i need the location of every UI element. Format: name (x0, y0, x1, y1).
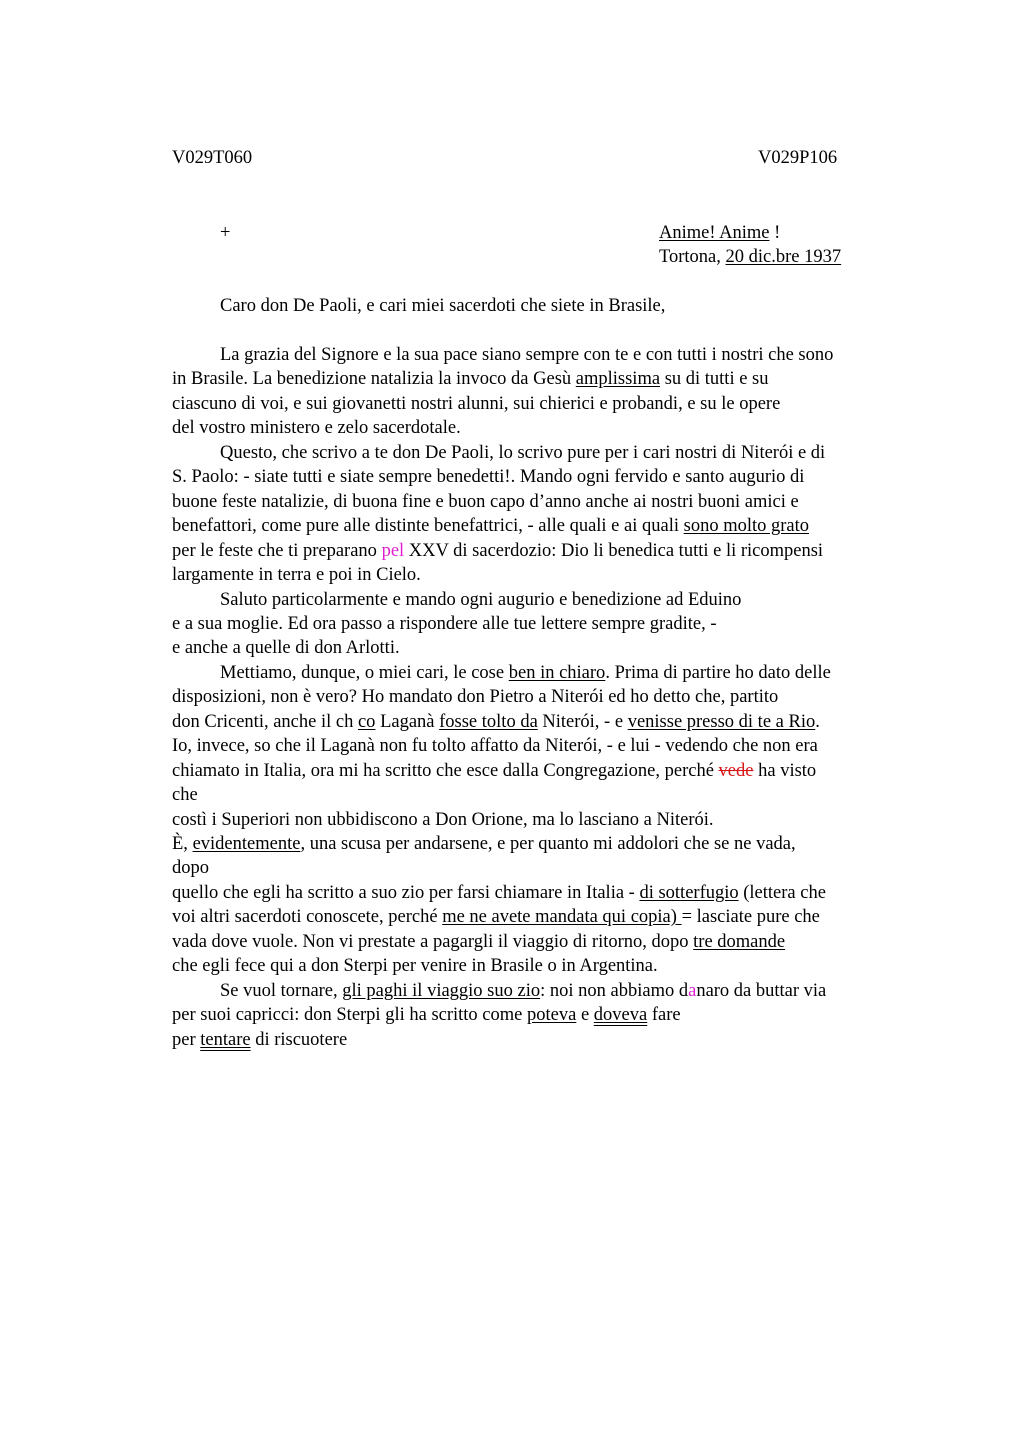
body-line (172, 612, 717, 636)
date: 20 dic.bre 1937 (725, 247, 842, 267)
body-line (172, 856, 209, 880)
text-segment: quello che egli ha scritto a suo zio per farsi chiamare in Italia - (172, 883, 640, 903)
text-segment: del vostro ministero e zelo sacerdotale. (172, 418, 461, 438)
body-line (172, 881, 826, 905)
body-line (172, 367, 769, 391)
text-segment: dopo (172, 858, 209, 878)
text-segment: È, (172, 834, 193, 854)
body-line (220, 588, 741, 612)
body-line (172, 465, 804, 489)
underlined-text: me ne avete mandata qui copia) (442, 907, 682, 927)
text-segment: e anche a quelle di don Arlotti. (172, 638, 400, 658)
text-segment: . (815, 712, 820, 732)
body-line (172, 808, 714, 832)
body-line (172, 1003, 681, 1027)
archive-code-left: V029T060 (172, 148, 253, 168)
text-segment: buone feste natalizie, di buona fine e buon capo d’anno anche ai nostri buoni amici e (172, 492, 799, 512)
underlined-text: ben in chiaro (508, 663, 606, 683)
underlined-text: gli paghi il viaggio suo zio (342, 981, 541, 1001)
body-line (172, 563, 421, 587)
place: Tortona, (659, 247, 726, 267)
body-line (220, 343, 833, 367)
motto-end: ! (769, 223, 781, 243)
place-date (659, 245, 841, 269)
body-line (172, 490, 799, 514)
body-line (220, 441, 825, 465)
body-line (172, 954, 658, 978)
underlined-text: tre domande (693, 932, 786, 952)
text-segment: Saluto particolarmente e mando ogni augurio e benedizione ad Eduino (220, 590, 742, 610)
underlined-text: venisse presso di te a Rio (627, 712, 816, 732)
text-segment: voi altri sacerdoti conoscete, perché (172, 907, 443, 927)
motto-text: Anime! Anime (659, 223, 770, 243)
body-line (172, 636, 400, 660)
body-line (172, 685, 778, 709)
text-segment: per (172, 1030, 201, 1050)
underlined-text: sono molto grato (683, 516, 810, 536)
body-line (172, 905, 820, 929)
editor-insertion: pel (381, 541, 405, 561)
text-segment: Mettiamo, dunque, o miei cari, le cose (220, 663, 509, 683)
text-segment: chiamato in Italia, ora mi ha scritto che esce dalla Congregazione, perché (172, 761, 719, 781)
text-segment: don Cricenti, anche il ch (172, 712, 358, 732)
text-segment: Niterói, - e (537, 712, 628, 732)
body-line (172, 416, 461, 440)
text-segment: costì i Superiori non ubbidiscono a Don Orione, ma lo lasciano a Niterói. (172, 810, 714, 830)
text-segment: che egli fece qui a don Sterpi per venire in Brasile o in Argentina. (172, 956, 658, 976)
archive-code-right: V029P106 (758, 148, 838, 168)
underlined-text: amplissima (575, 369, 661, 389)
text-segment: disposizioni, non è vero? Ho mandato don Pietro a Niterói ed ho detto che, partito (172, 687, 779, 707)
text-segment: , una scusa per andarsene, e per quanto mi addolori che se ne vada, (300, 834, 796, 854)
double-underlined-text: tentare (200, 1030, 251, 1050)
text-segment: in Brasile. La benedizione natalizia la invoco da Gesù (172, 369, 576, 389)
text-segment: naro da buttar via (696, 981, 827, 1001)
body-line (172, 734, 818, 758)
text-segment: di riscuotere (250, 1030, 348, 1050)
body-line (172, 930, 785, 954)
underlined-text: co (357, 712, 376, 732)
underlined-text: fosse tolto da (439, 712, 538, 732)
body-line (172, 392, 780, 416)
text-segment: che (172, 785, 198, 805)
body-line (172, 1028, 347, 1052)
text-segment: Se vuol tornare, (220, 981, 343, 1001)
text-segment: Questo, che scrivo a te don De Paoli, lo scrivo pure per i cari nostri di Niterói e di (220, 443, 826, 463)
body-line (220, 979, 826, 1003)
deleted-text: vede (718, 761, 754, 781)
motto (659, 221, 780, 245)
text-segment: e a sua moglie. Ed ora passo a rispondere alle tue lettere sempre gradite, - (172, 614, 717, 634)
text-segment: e (576, 1005, 594, 1025)
text-segment: = lasciate pure che (681, 907, 820, 927)
text-segment: (lettera che (738, 883, 826, 903)
text-segment: ciascuno di voi, e sui giovanetti nostri alunni, sui chierici e probandi, e su le opere (172, 394, 781, 414)
double-underlined-text: doveva (593, 1005, 648, 1025)
text-segment: per suoi capricci: don Sterpi gli ha scritto come (172, 1005, 527, 1025)
salutation: Caro don De Paoli, e cari miei sacerdoti che siete in Brasile, (220, 296, 666, 316)
text-segment: largamente in terra e poi in Cielo. (172, 565, 421, 585)
text-segment: vada dove vuole. Non vi prestate a pagargli il viaggio di ritorno, dopo (172, 932, 694, 952)
text-segment: ha visto (753, 761, 817, 781)
text-segment: . Prima di partire ho dato delle (605, 663, 831, 683)
text-segment: La grazia del Signore e la sua pace siano sempre con te e con tutti i nostri che sono (220, 345, 834, 365)
editor-insertion: a (688, 981, 697, 1001)
text-segment: Laganà (375, 712, 440, 732)
body-line (172, 539, 823, 563)
text-segment: XXV di sacerdozio: Dio li benedica tutti e li ricompensi (404, 541, 824, 561)
text-segment: per le feste che ti preparano (172, 541, 382, 561)
body-line (172, 710, 820, 734)
text-segment: fare (647, 1005, 681, 1025)
cross-mark: + (220, 223, 231, 243)
underlined-text: evidentemente (192, 834, 301, 854)
underlined-text: poteva (527, 1005, 577, 1025)
body-line (172, 783, 198, 807)
text-segment: su di tutti e su (660, 369, 769, 389)
text-segment: S. Paolo: - siate tutti e siate sempre benedetti!. Mando ogni fervido e santo augurio di (172, 467, 805, 487)
body-line (172, 514, 809, 538)
body-line (220, 661, 831, 685)
text-segment: : noi non abbiamo d (540, 981, 689, 1001)
body-line (172, 759, 816, 783)
text-segment: Io, invece, so che il Laganà non fu tolto affatto da Niterói, - e lui - vedendo che non era (172, 736, 818, 756)
body-line (172, 832, 796, 856)
text-segment: benefattori, come pure alle distinte benefattrici, - alle quali e ai quali (172, 516, 684, 536)
underlined-text: di sotterfugio (639, 883, 739, 903)
